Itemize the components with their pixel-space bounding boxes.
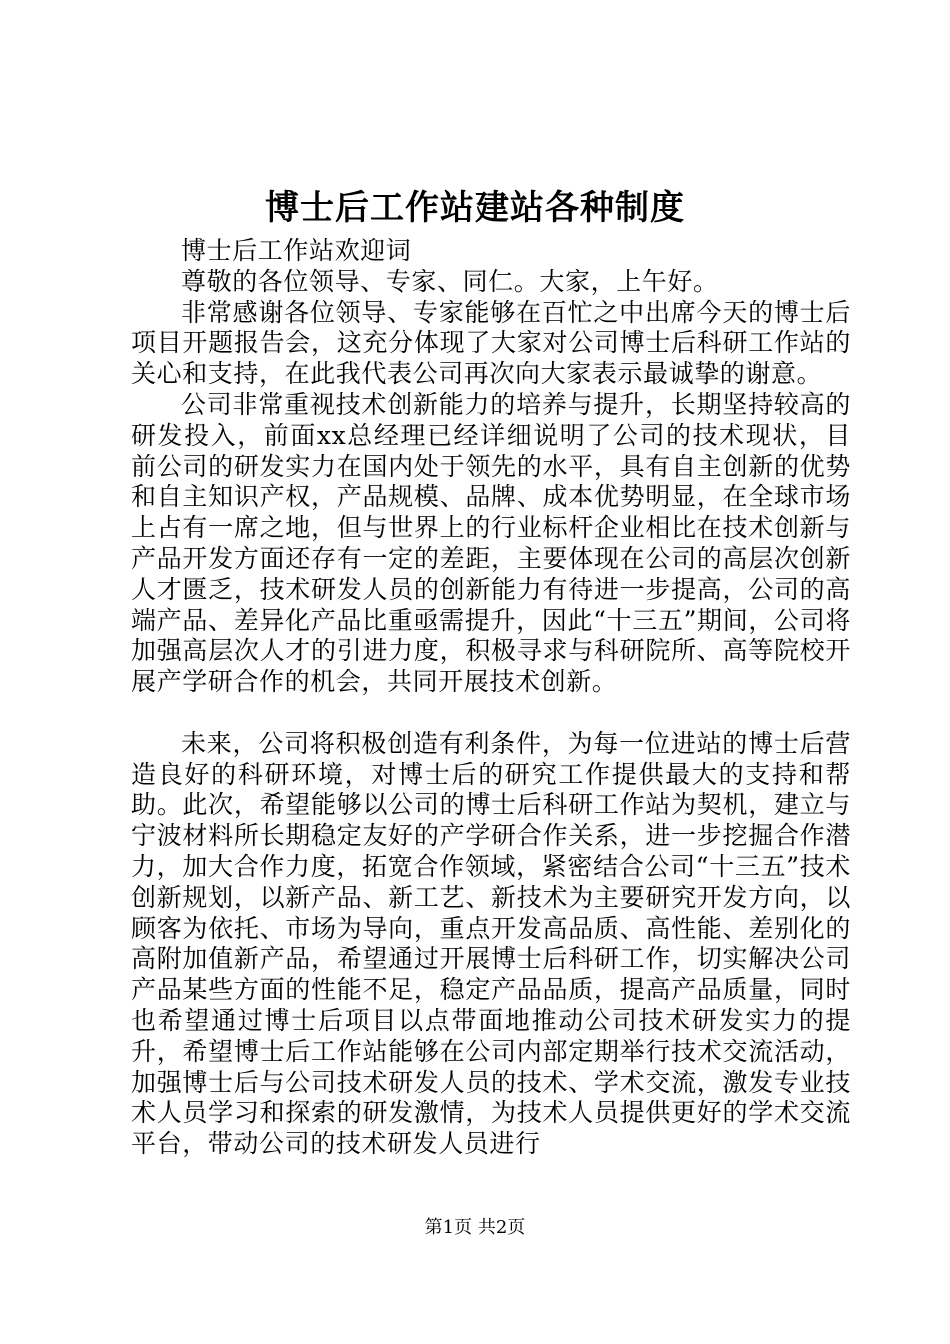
document-title: 博士后工作站建站各种制度	[265, 188, 685, 228]
paragraph-greeting: 尊敬的各位领导、专家、同仁。大家，上午好。	[181, 266, 719, 296]
paragraph-future: 未来，公司将积极创造有利条件，为每一位进站的博士后营造良好的科研环境，对博士后的研究工作提供最大的支持和帮助。此次，希望能够以公司的博士后科研工作站为契机，建立与宁波材料所长期稳定友好的产学研合作关系，进一步挖掘合作潜力，加大合作力度，拓宽合作领域，紧密结合公司“十三五”技术创新规划，以新产品、新工艺、新技术为主要研究开发方向，以顾客为依托、市场为导向，重点开发高品质、高性能、差别化的高附加值新产品，希望通过开展博士后科研工作，切实解决公司产品某些方面的性能不足，稳定产品品质，提高产品质量，同时也希望通过博士后项目以点带面地推动公司技术研发实力的提升，希望博士后工作站能够在公司内部定期举行技术交流活动，加强博士后与公司技术研发人员的技术、学术交流，激发专业技术人员学习和探索的研发激情，为技术人员提供更好的学术交流平台，带动公司的技术研发人员进行	[131, 728, 851, 1159]
paragraph-innovation: 公司非常重视技术创新能力的培养与提升，长期坚持较高的研发投入，前面xx总经理已经详细说明了公司的技术现状，目前公司的研发实力在国内处于领先的水平，具有自主创新的优势和自主知识产权，产品规模、品牌、成本优势明显，在全球市场上占有一席之地，但与世界上的行业标杆企业相比在技术创新与产品开发方面还存有一定的差距，主要体现在公司的高层次创新人才匮乏，技术研发人员的创新能力有待进一步提高，公司的高端产品、差异化产品比重亟需提升，因此“十三五”期间，公司将加强高层次人才的引进力度，积极寻求与科研院所、高等院校开展产学研合作的机会，共同开展技术创新。	[131, 389, 851, 697]
document-body	[131, 236, 851, 1160]
page-footer: 第1页 共2页	[424, 1217, 526, 1238]
paragraph-thanks: 非常感谢各位领导、专家能够在百忙之中出席今天的博士后项目开题报告会，这充分体现了大家对公司博士后科研工作站的关心和支持，在此我代表公司再次向大家表示最诚挚的谢意。	[131, 297, 851, 389]
paragraph-welcome-heading: 博士后工作站欢迎词	[181, 236, 412, 265]
